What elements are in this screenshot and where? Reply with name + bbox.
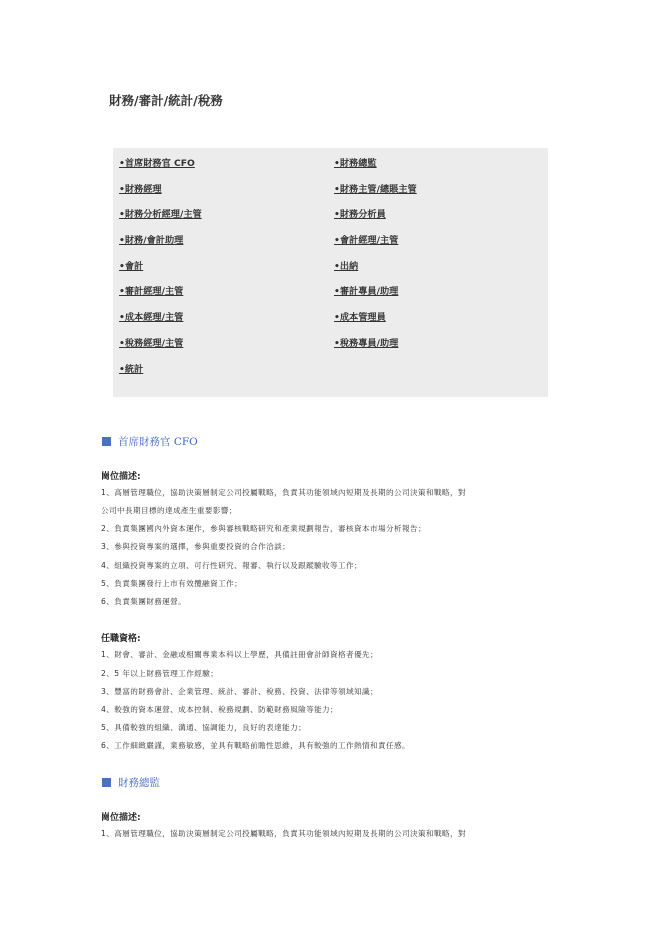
link-cfo[interactable]: •首席財務官 CFO bbox=[119, 158, 195, 169]
link-cashier[interactable]: •出納 bbox=[334, 260, 359, 272]
link-accounting-assistant[interactable]: •財務/會計助理 bbox=[119, 235, 184, 247]
link-financial-analyst[interactable]: •財務分析員 bbox=[334, 209, 386, 221]
job-links-box bbox=[113, 148, 548, 397]
page-title: 財務/審計/統計/稅務 bbox=[109, 93, 223, 108]
link-finance-manager[interactable]: •財務經理 bbox=[119, 183, 162, 195]
link-statistics[interactable]: •統計 bbox=[119, 363, 144, 375]
duties-label: 崗位描述: bbox=[101, 472, 141, 482]
link-audit-assistant[interactable]: •審計專員/助理 bbox=[334, 286, 399, 298]
requirement-line: 4、較強的資本運營、成本控制、稅務規劃、防範財務風險等能力； bbox=[101, 705, 339, 714]
link-cost-administrator[interactable]: •成本管理員 bbox=[334, 312, 386, 324]
duty-line: 2、負責集團國內外資本運作，參與審核戰略研究和產業規劃報告，審核資本市場分析報告； bbox=[101, 524, 426, 533]
requirement-line: 6、工作細緻嚴謹，業務敏感，並具有戰略前瞻性思維，具有較強的工作熱情和責任感。 bbox=[101, 741, 410, 750]
requirement-line: 2、5 年以上財務管理工作經驗； bbox=[101, 669, 219, 678]
section-heading-text: 首席財務官 CFO bbox=[118, 436, 198, 448]
duty-line: 4、組織投資專案的立項、可行性研究、報審、執行以及跟蹤驗收等工作； bbox=[101, 561, 363, 570]
duty-line: 5、負責集團發行上市有效攬融資工作； bbox=[101, 579, 243, 588]
link-financial-analysis-manager[interactable]: •財務分析經理/主管 bbox=[119, 209, 202, 221]
duty-line: 公司中長期目標的達成產生重要影響； bbox=[101, 506, 237, 515]
duty-line: 6、負責集團財務運營。 bbox=[101, 597, 187, 606]
section-heading-cfo bbox=[102, 434, 198, 449]
job-links-grid bbox=[119, 157, 544, 388]
square-bullet-icon bbox=[102, 778, 111, 787]
link-tax-assistant[interactable]: •稅務專員/助理 bbox=[334, 337, 399, 349]
requirements-label: 任職資格: bbox=[101, 634, 141, 644]
duty-line: 1、高層管理職位，協助決策層制定公司投屬戰略，負責其功能領域內短期及長期的公司決策和戰略，對 bbox=[101, 829, 466, 838]
duty-line: 1、高層管理職位，協助決策層制定公司投屬戰略，負責其功能領域內短期及長期的公司決策和戰略，對 bbox=[101, 488, 466, 497]
link-ledger-supervisor[interactable]: •財務主管/總賬主管 bbox=[334, 183, 417, 195]
requirement-line: 3、豐富的財務會計、企業管理、統計、審計、稅務、投資、法律等領域知識； bbox=[101, 687, 379, 696]
square-bullet-icon bbox=[102, 437, 111, 446]
link-accounting-manager[interactable]: •會計經理/主管 bbox=[334, 235, 399, 247]
section-heading-finance-director bbox=[102, 775, 160, 790]
link-finance-director[interactable]: •財務總監 bbox=[334, 158, 377, 169]
requirement-line: 1、財會、審計、金融或相關專業本科以上學歷，具備註冊會計師資格者優先； bbox=[101, 650, 379, 659]
link-accountant[interactable]: •會計 bbox=[119, 260, 144, 272]
link-tax-manager[interactable]: •稅務經理/主管 bbox=[119, 337, 184, 349]
duties-label: 崗位描述: bbox=[101, 813, 141, 823]
requirement-line: 5、具備較強的組織、溝通、協調能力，良好的表達能力； bbox=[101, 723, 307, 732]
duty-line: 3、參與投資專案的選擇，參與重要投資的合作洽談； bbox=[101, 542, 291, 551]
link-audit-manager[interactable]: •審計經理/主管 bbox=[119, 286, 184, 298]
section-heading-text: 財務總監 bbox=[118, 777, 160, 789]
link-cost-manager[interactable]: •成本經理/主管 bbox=[119, 312, 184, 324]
